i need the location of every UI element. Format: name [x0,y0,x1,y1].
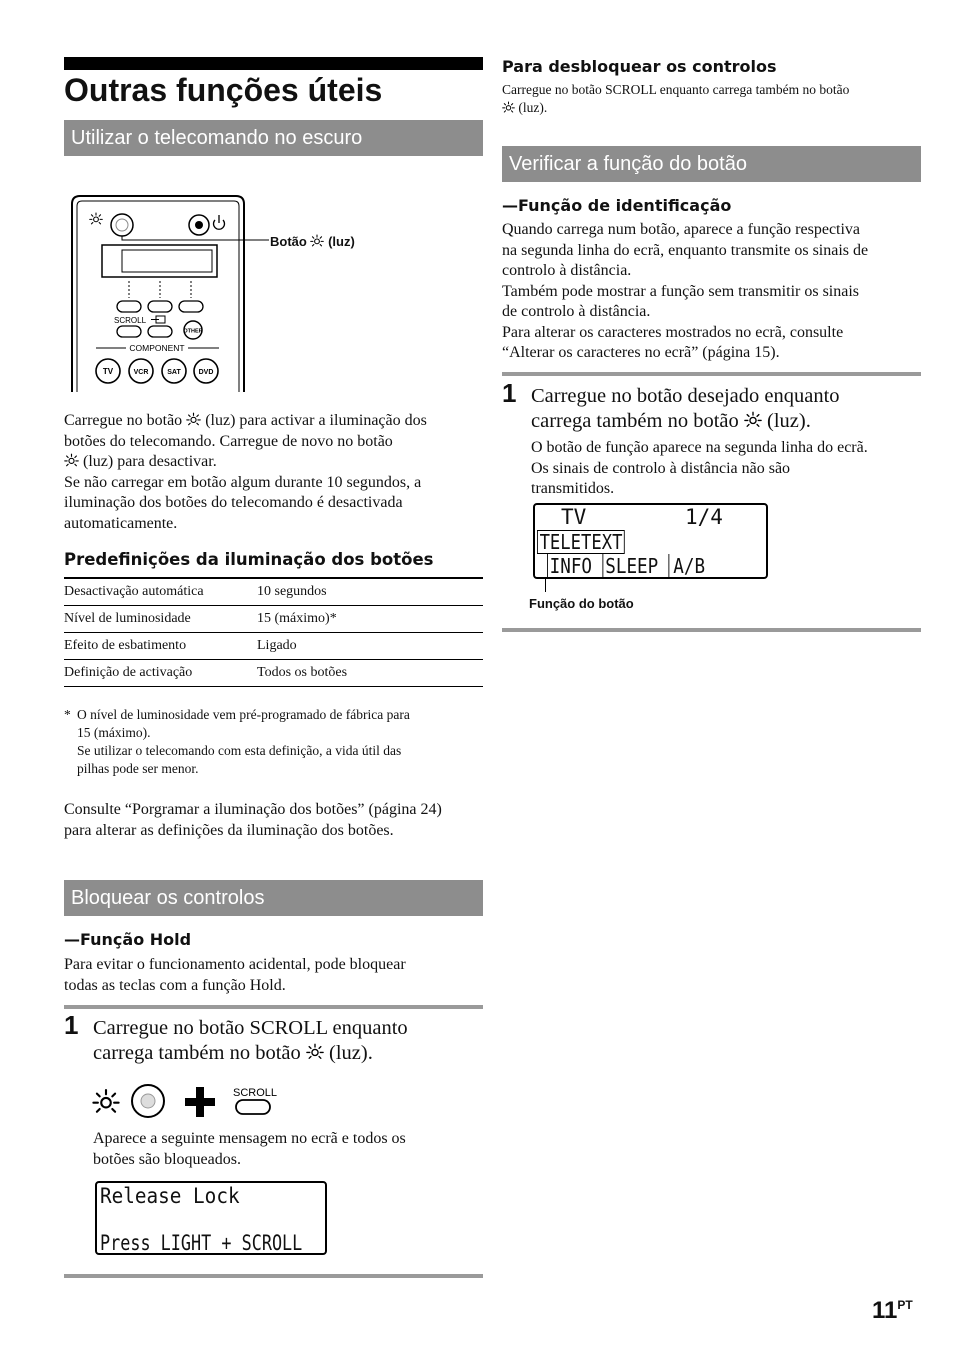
tv-label: TV [102,367,114,376]
table-heading: Predefinições da iluminação dos botões [64,550,434,569]
power-icon [214,215,225,229]
identify-lcd-display [533,503,768,579]
lock-lcd-display [95,1181,327,1255]
function-button-1[interactable] [117,301,141,312]
section-heading-lock: Bloquear os controlos [64,880,483,916]
section-heading-dark: Utilizar o telecomando no escuro [64,120,483,156]
caption-leader-line [545,578,546,592]
lcd-item-info: INFO [547,554,592,578]
lcd-line-2: Press LIGHT + SCROLL [100,1231,303,1255]
remote-illustration [64,190,394,395]
intro-paragraph: Carregue no botão (luz) para activar a iluminação dos botões do telecomando. Carregue de novo no botão (luz) para desactivar. Se não carregar em botão algum durante 10 segundos, a iluminação dos botões do telecomando é desactivada automaticamente. [64,412,427,532]
table-row: Definição de activação Todos os botões [64,660,483,687]
lcd-caption: Função do botão [529,596,634,611]
unlock-text: Carregue no botão SCROLL enquanto carrega também no botão (luz). [502,82,850,115]
light-icon [744,411,762,429]
table-row: Efeito de esbatimento Ligado [64,633,483,660]
section-heading-identify: Verificar a função do botão [502,146,921,182]
step-rule [502,372,921,376]
lcd-function-name: TELETEXT [537,530,625,554]
vcr-label: VCR [133,369,149,376]
page-number: $11^{PT}$ [872,1297,913,1324]
step-instruction: Carregue no botão desejado enquanto carrega também no botão (luz). [531,385,840,432]
hold-intro: Para evitar o funcionamento acidental, pode bloquear todas as teclas com a função Hold. [64,956,406,994]
light-icon [502,101,515,114]
identify-body: Quando carrega num botão, aparece a função respectiva na segunda linha do ecrã, enquanto transmite os sinais de controlo à distância. Também pode mostrar a função sem transmitir os sinais de controlo à distância. Para alterar os caracteres mostrados no ecrã, consulte “Alterar os caracteres no ecrã” (página 15). [502,221,869,361]
dvd-label: DVD [198,369,214,376]
component-label: COMPONENT [129,343,185,353]
scroll-button[interactable] [117,326,141,337]
light-icon [310,234,324,248]
lcd-device: TV [561,505,587,529]
page-title: Outras funções úteis [64,72,383,108]
step-rule [64,1005,483,1009]
lcd-line-1: Release Lock [100,1184,240,1208]
scroll-label: SCROLL [233,1087,278,1099]
title-rule [64,57,483,70]
light-icon [90,213,103,224]
light-icon [93,1090,118,1112]
step-number: 1 [64,1010,79,1040]
scroll-label: SCROLL [114,316,147,325]
function-button-3[interactable] [179,301,203,312]
unlock-heading: Para desbloquear os controlos [502,57,777,76]
lcd-item-sleep: SLEEP [603,554,659,578]
illumination-settings-table [64,579,483,687]
light-button[interactable] [111,214,133,236]
table-row: Desactivação automática 10 segundos [64,579,483,606]
hold-subheading: —Função Hold [64,930,192,949]
lcd-item-ab: A/B [669,554,705,578]
step-description: O botão de função aparece na segunda linha do ecrã. Os sinais de controlo à distância não são transmitidos. [531,439,868,497]
reference-paragraph: Consulte “Porgramar a iluminação dos botões” (página 24) para alterar as definições da iluminação dos botões. [64,801,442,839]
section-end-rule [502,628,921,632]
step-instruction: Carregue no botão SCROLL enquanto carrega também no botão (luz). [93,1017,408,1064]
section-end-rule [64,1274,483,1278]
lcd-page: 1/4 [685,505,723,529]
footnote: O nível de luminosidade vem pré-programado de fábrica para 15 (máximo). Se utilizar o telecomando com esta definição, a vida útil das pilhas pode ser menor. [77,707,410,776]
light-icon [186,412,201,427]
table-row: Nível de luminosidade 15 (máximo)* [64,606,483,633]
step-number: 1 [502,378,517,408]
lcd-line-3 [547,554,705,578]
light-icon [306,1043,324,1061]
light-button-callout: Botão (luz) [270,234,355,249]
light-icon [64,453,79,468]
footnote-mark: * [64,707,71,722]
other-label: OTHER [183,328,203,335]
sat-label: SAT [167,369,181,376]
lock-result-text: Aparece a seguinte mensagem no ecrã e todos os botões são bloqueados. [93,1130,406,1168]
light-plus-scroll-illustration [92,1078,282,1126]
identify-subheading: —Função de identificação [502,196,732,215]
scroll-button [236,1100,270,1114]
input-button[interactable] [148,326,172,337]
input-icon [151,316,165,323]
function-button-2[interactable] [148,301,172,312]
